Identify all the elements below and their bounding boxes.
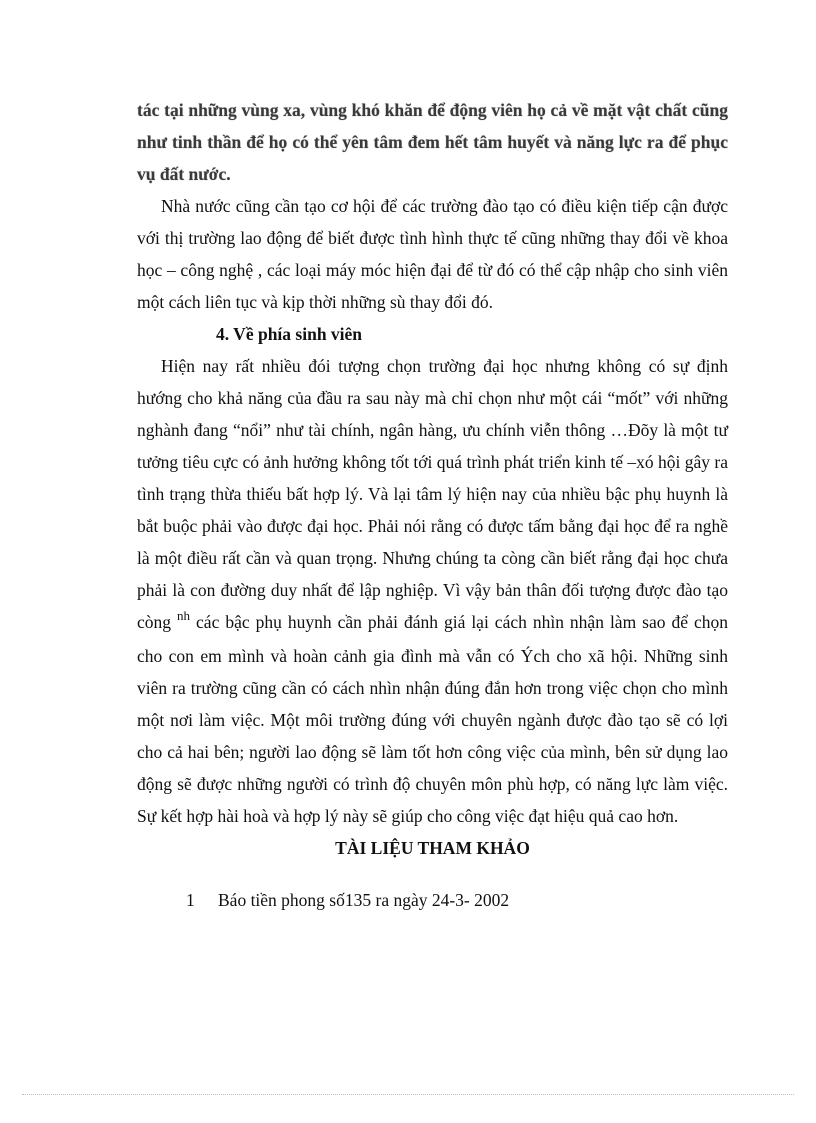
paragraph-2: Nhà nước cũng cần tạo cơ hội để các trường đào tạo có điều kiện tiếp cận được với thị trường lao động để biết được tình hình thực tế cũng những thay đổi về khoa học – công nghệ , các loại máy móc hiện đại để từ đó có thể cập nhập cho sinh viên một cách liên tục và kịp thời những sù thay đổi đó.	[137, 196, 728, 312]
page-bottom-divider	[22, 1094, 794, 1095]
section-heading: 4. Về phía sinh viên	[216, 324, 363, 344]
paragraph-3-superscript: nh	[177, 608, 191, 623]
reference-item	[186, 884, 728, 916]
reference-number: 1	[186, 890, 195, 910]
paragraph-3-part2: các bậc phụ huynh cần phải đánh giá lại cách nhìn nhận làm sao để chọn cho con em mình và hoàn cảnh gia đình mà vẫn có Ých cho xã hội. Những sinh viên ra trường cũng cần có cách nhìn nhận đúng đắn hơn trong việc chọn cho mình một nơi làm việc. Một môi trường đúng với chuyên ngành được đào tạo sẽ có lợi cho cả hai bên; người lao động sẽ làm tốt hơn công việc của mình, bên sử dụng lao động sẽ được những người có trình độ chuyên môn phù hợp, có năng lực làm việc. Sự kết hợp hài hoà và hợp lý này sẽ giúp cho công việc đạt hiệu quả cao hơn.	[137, 612, 729, 826]
paragraph-1: tác tại những vùng xa, vùng khó khăn để động viên họ cả về mặt vật chất cũng như tinh thần để họ có thể yên tâm đem hết tâm huyết và năng lực ra để phục vụ đất nước.	[137, 100, 728, 184]
paragraph-3-part1: Hiện nay rất nhiều đói tượng chọn trường đại học nhưng không có sự định hướng cho khả năng của đầu ra sau này mà chỉ chọn như một cái “mốt” với những nghành đang “nổi” như tài chính, ngân hàng, ưu chính viễn thông …Đõy là một tư tưởng tiêu cực có ảnh hưởng không tốt tới quá trình phát triển kinh tế –xó hội gây ra tình trạng thừa thiếu bất hợp lý. Và lại tâm lý hiện nay của nhiều bậc phụ huynh là bắt buộc phải vào được đại học. Phải nói rằng có được tấm bằng đại học để ra nghề là một điều rất cần và quan trọng. Nhưng chúng ta còng cần biết rằng đại học chưa phải là con đường duy nhất để lập nghiệp. Vì vậy bản thân đối tượng được đào tạo còng	[137, 356, 728, 632]
document-page	[137, 94, 728, 916]
paragraph-3	[137, 350, 728, 832]
references-title: TÀI LIỆU THAM KHẢO	[335, 838, 530, 858]
reference-text: Báo tiền phong số135 ra ngày 24-3- 2002	[218, 890, 510, 910]
